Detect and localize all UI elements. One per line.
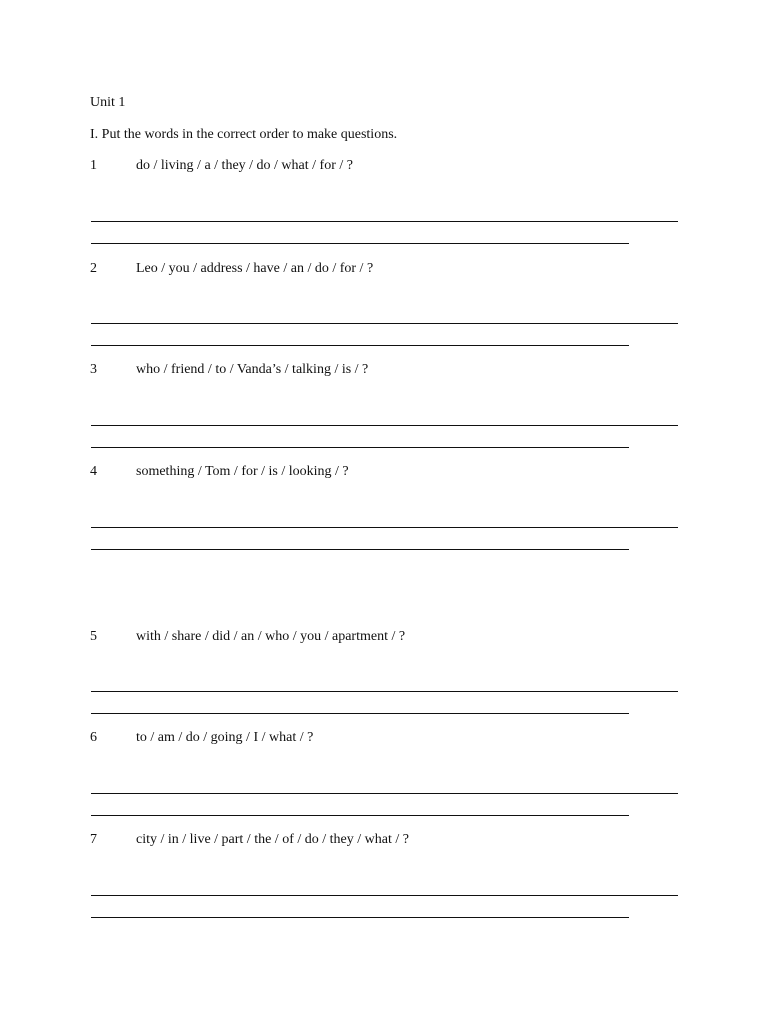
- answer-line[interactable]: [91, 221, 678, 222]
- question-item: [90, 463, 690, 481]
- question-words: to / am / do / going / I / what / ?: [136, 730, 314, 745]
- unit-title: Unit 1: [90, 95, 126, 110]
- question-number: 7: [90, 832, 97, 847]
- answer-line[interactable]: [91, 243, 629, 244]
- question-item: [90, 260, 690, 278]
- question-words: with / share / did / an / who / you / apartment / ?: [136, 629, 406, 644]
- question-number: 2: [90, 261, 97, 276]
- answer-line[interactable]: [91, 793, 678, 794]
- answer-line[interactable]: [91, 549, 629, 550]
- question-words: something / Tom / for / is / looking / ?: [136, 464, 349, 479]
- question-item: [90, 729, 690, 747]
- answer-line[interactable]: [91, 917, 629, 918]
- answer-line[interactable]: [91, 527, 678, 528]
- answer-line[interactable]: [91, 447, 629, 448]
- question-number: 4: [90, 464, 97, 479]
- question-item: [90, 157, 690, 175]
- answer-line[interactable]: [91, 815, 629, 816]
- question-words: Leo / you / address / have / an / do / for / ?: [136, 261, 374, 276]
- answer-line[interactable]: [91, 323, 678, 324]
- answer-line[interactable]: [91, 713, 629, 714]
- question-item: [90, 361, 690, 379]
- question-item: [90, 831, 690, 849]
- question-words: city / in / live / part / the / of / do / they / what / ?: [136, 832, 409, 847]
- answer-line[interactable]: [91, 345, 629, 346]
- question-number: 1: [90, 158, 97, 173]
- question-words: who / friend / to / Vanda’s / talking / is / ?: [136, 362, 369, 377]
- answer-line[interactable]: [91, 691, 678, 692]
- instruction-text: I. Put the words in the correct order to make questions.: [90, 127, 398, 142]
- question-number: 5: [90, 629, 97, 644]
- question-item: [90, 628, 690, 646]
- question-words: do / living / a / they / do / what / for / ?: [136, 158, 353, 173]
- answer-line[interactable]: [91, 895, 678, 896]
- question-number: 3: [90, 362, 97, 377]
- answer-line[interactable]: [91, 425, 678, 426]
- question-number: 6: [90, 730, 97, 745]
